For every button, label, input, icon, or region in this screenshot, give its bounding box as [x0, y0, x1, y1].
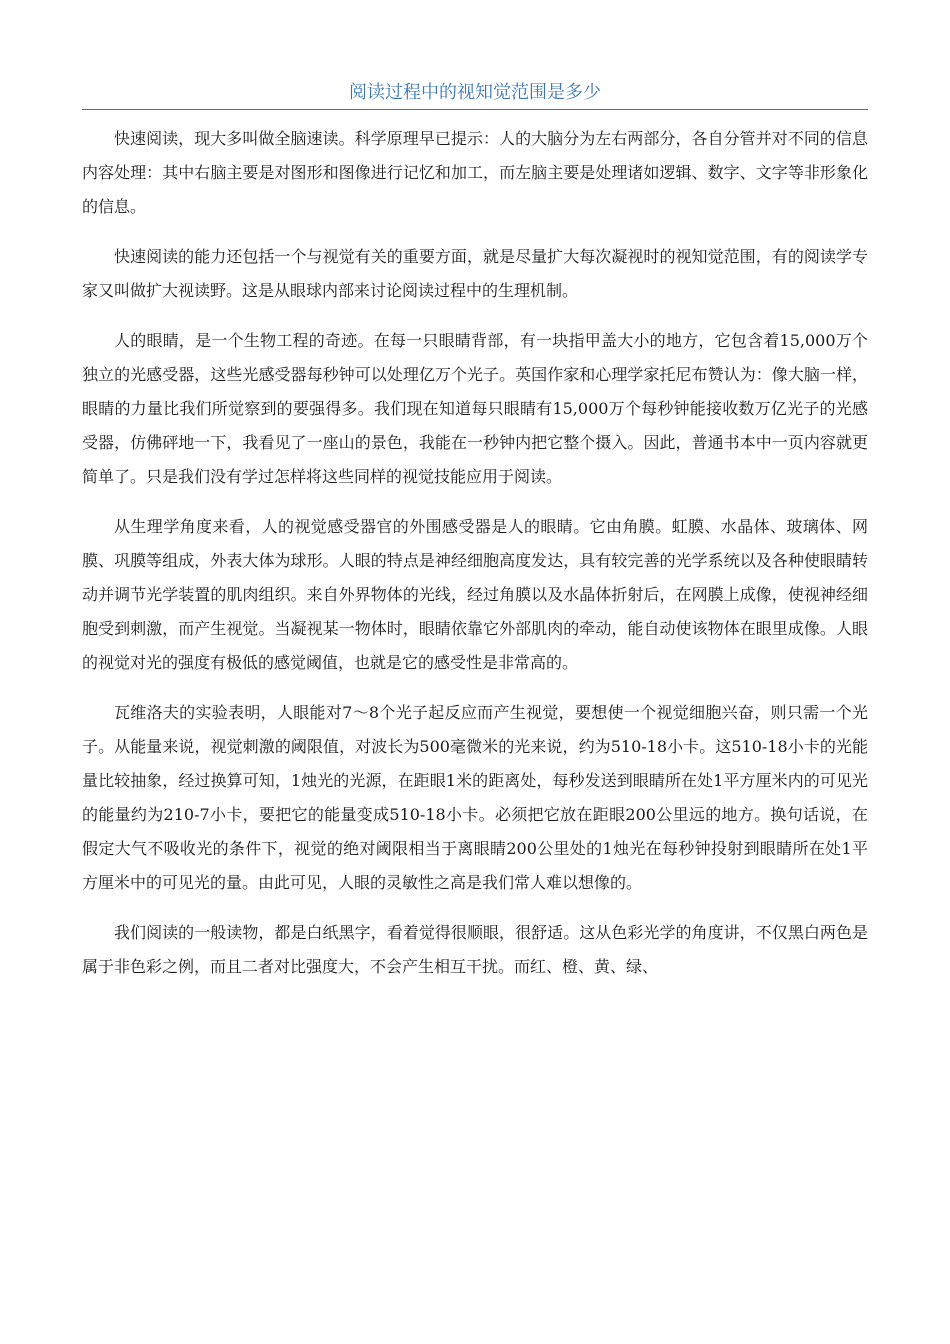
paragraph-3: 人的眼睛，是一个生物工程的奇迹。在每一只眼睛背部，有一块指甲盖大小的地方，它包含着15,000万个独立的光感受器，这些光感受器每秒钟可以处理亿万个光子。英国作家和心理学家托尼布赞认为：像大脑一样，眼睛的力量比我们所觉察到的要强得多。我们现在知道每只眼睛有15,000万个每秒钟能接收数万亿光子的光感受器，仿佛砰地一下，我看见了一座山的景色，我能在一秒钟内把它整个摄入。因此，普通书本中一页内容就更简单了。只是我们没有学过怎样将这些同样的视觉技能应用于阅读。 [82, 331, 868, 486]
paragraph-2: 快速阅读的能力还包括一个与视觉有关的重要方面，就是尽量扩大每次凝视时的视知觉范围，有的阅读学专家又叫做扩大视读野。这是从眼球内部来讨论阅读过程中的生理机制。 [82, 247, 868, 300]
document-page [82, 78, 868, 984]
paragraph-5: 瓦维洛夫的实验表明，人眼能对7～8个光子起反应而产生视觉，要想使一个视觉细胞兴奋，则只需一个光子。从能量来说，视觉刺激的阈限值，对波长为500毫微米的光来说，约为510-18小卡。这510-18小卡的光能量比较抽象，经过换算可知，1烛光的光源，在距眼1米的距离处，每秒发送到眼睛所在处1平方厘米内的可见光的能量约为210-7小卡，要把它的能量变成510-18小卡。必须把它放在距眼200公里远的地方。换句话说，在假定大气不吸收光的条件下，视觉的绝对阈限相当于离眼睛200公里处的1烛光在每秒钟投射到眼睛所在处1平方厘米中的可见光的量。由此可见，人眼的灵敏性之高是我们常人难以想像的。 [82, 703, 868, 892]
document-title: 阅读过程中的视知觉范围是多少 [349, 82, 601, 103]
title-underline [82, 109, 868, 110]
paragraph-4: 从生理学角度来看，人的视觉感受器官的外围感受器是人的眼睛。它由角膜。虹膜、水晶体、玻璃体、网膜、巩膜等组成，外表大体为球形。人眼的特点是神经细胞高度发达，具有较完善的光学系统以及各种使眼睛转动并调节光学装置的肌肉组织。来自外界物体的光线，经过角膜以及水晶体折射后，在网膜上成像，使视神经细胞受到刺激，而产生视觉。当凝视某一物体时，眼睛依靠它外部肌肉的牵动，能自动使该物体在眼里成像。人眼的视觉对光的强度有极低的感觉阈值，也就是它的感受性是非常高的。 [82, 517, 868, 672]
paragraph-1: 快速阅读，现大多叫做全脑速读。科学原理早已提示：人的大脑分为左右两部分，各自分管并对不同的信息内容处理：其中右脑主要是对图形和图像进行记忆和加工，而左脑主要是处理诸如逻辑、数字、文字等非形象化的信息。 [82, 129, 868, 216]
paragraph-6: 我们阅读的一般读物，都是白纸黑字，看着觉得很顺眼，很舒适。这从色彩光学的角度讲，不仅黑白两色是属于非色彩之例，而且二者对比强度大，不会产生相互干扰。而红、橙、黄、绿、 [82, 923, 868, 976]
